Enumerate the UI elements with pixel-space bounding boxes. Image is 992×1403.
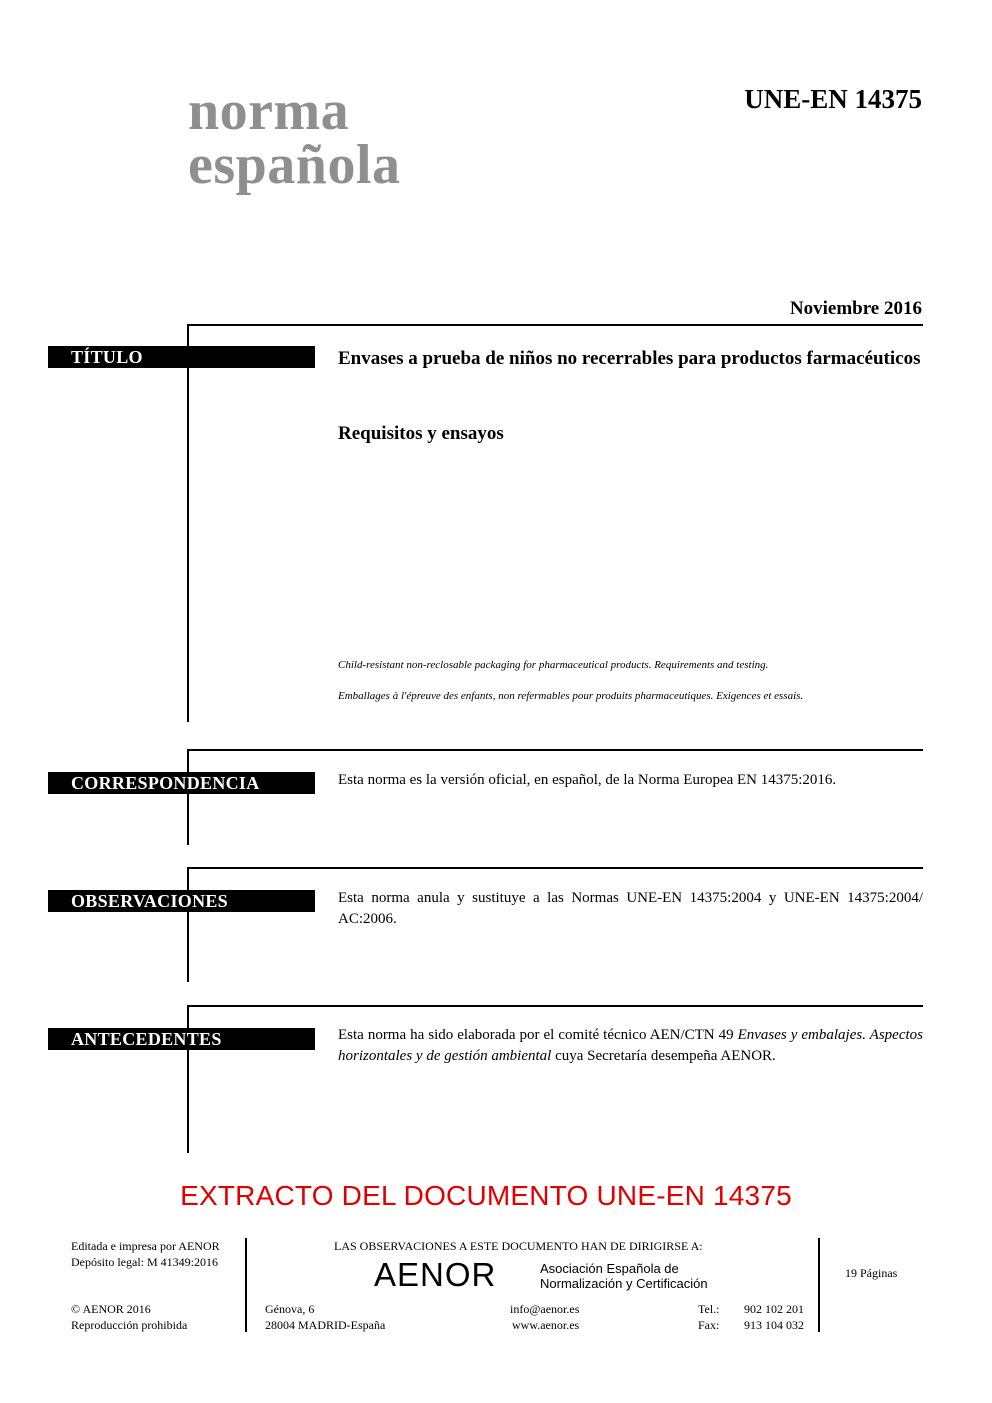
- footer-tel-label: Tel.:: [698, 1302, 720, 1316]
- footer-email[interactable]: info@aenor.es: [510, 1302, 580, 1316]
- extract-notice: EXTRACTO DEL DOCUMENTO UNE-EN 14375: [180, 1180, 792, 1211]
- footer-divider-left: [245, 1238, 247, 1332]
- section-bar-observaciones: [187, 867, 189, 982]
- footer-address-line-1: Génova, 6: [265, 1302, 315, 1316]
- footer-copyright: © AENOR 2016: [71, 1302, 151, 1316]
- footer-deposit: Depósito legal: M 41349:2016: [71, 1255, 218, 1269]
- section-bar-titulo: [187, 324, 189, 722]
- correspondencia-text: Esta norma es la versión oficial, en español, de la Norma Europea EN 14375:2016.: [338, 772, 837, 788]
- section-rule-observaciones: [187, 867, 923, 869]
- section-rule-titulo: [187, 324, 923, 326]
- footer-rights: Reproducción prohibida: [71, 1318, 188, 1332]
- publication-date: Noviembre 2016: [789, 298, 922, 319]
- brand-line-1: norma: [188, 80, 350, 142]
- footer-edited: Editada e impresa por AENOR: [71, 1239, 220, 1253]
- label-correspondencia: CORRESPONDENCIA: [48, 772, 315, 794]
- document-title: Envases a prueba de niños no recerrables para productos farmacéuticos: [338, 348, 921, 369]
- footer-address: [265, 1301, 385, 1333]
- footer-contact-online: [510, 1301, 579, 1333]
- footer-divider-right: [818, 1238, 820, 1332]
- aenor-name-line-2: Normalización y Certificación: [540, 1276, 708, 1291]
- footer-tel: 902 102 201: [744, 1302, 804, 1316]
- antecedentes-text: [338, 1025, 923, 1067]
- label-titulo: TÍTULO: [48, 346, 315, 368]
- section-rule-antecedentes: [187, 1005, 923, 1007]
- aenor-full-name: [540, 1261, 708, 1291]
- antecedentes-text-a: Esta norma ha sido elaborada por el comité técnico AEN/CTN 49: [338, 1027, 738, 1043]
- footer-web[interactable]: www.aenor.es: [512, 1318, 580, 1332]
- label-antecedentes: ANTECEDENTES: [48, 1028, 315, 1050]
- aenor-name-line-1: Asociación Española de: [540, 1261, 679, 1276]
- label-observaciones: OBSERVACIONES: [48, 890, 315, 912]
- document-subtitle: Requisitos y ensayos: [338, 423, 504, 444]
- footer-rights-block: [71, 1301, 187, 1333]
- title-french: Emballages à l'épreuve des enfants, non refermables pour produits pharmaceutiques. Exigences et essais.: [338, 690, 804, 702]
- footer-page-count: 19 Páginas: [845, 1266, 898, 1280]
- antecedentes-text-b: cuya Secretaría desempeña AENOR.: [551, 1048, 776, 1064]
- title-english: Child-resistant non-reclosable packaging for pharmaceutical products. Requirements and testing.: [338, 659, 769, 671]
- brand-line-2: española: [188, 134, 401, 196]
- footer-publisher: [71, 1238, 220, 1270]
- standard-code: UNE-EN 14375: [744, 84, 922, 114]
- antecedentes-committee-title: Envases y embalajes. Aspectos horizontales y de gestión ambiental: [338, 1027, 923, 1064]
- aenor-logo: AENOR: [374, 1256, 497, 1293]
- brand-title: [188, 80, 401, 196]
- observaciones-text: Esta norma anula y sustituye a las Normas UNE-EN 14375:2004 y UNE-EN 14375:2004/ AC:2006.: [338, 890, 923, 927]
- section-bar-correspondencia: [187, 749, 189, 845]
- section-rule-correspondencia: [187, 749, 923, 751]
- footer-fax: 913 104 032: [744, 1318, 804, 1332]
- footer-phone-block: [698, 1301, 804, 1333]
- footer-observations-heading: LAS OBSERVACIONES A ESTE DOCUMENTO HAN DE DIRIGIRSE A:: [334, 1239, 703, 1253]
- footer-fax-label: Fax:: [698, 1318, 720, 1332]
- footer-address-line-2: 28004 MADRID-España: [265, 1318, 386, 1332]
